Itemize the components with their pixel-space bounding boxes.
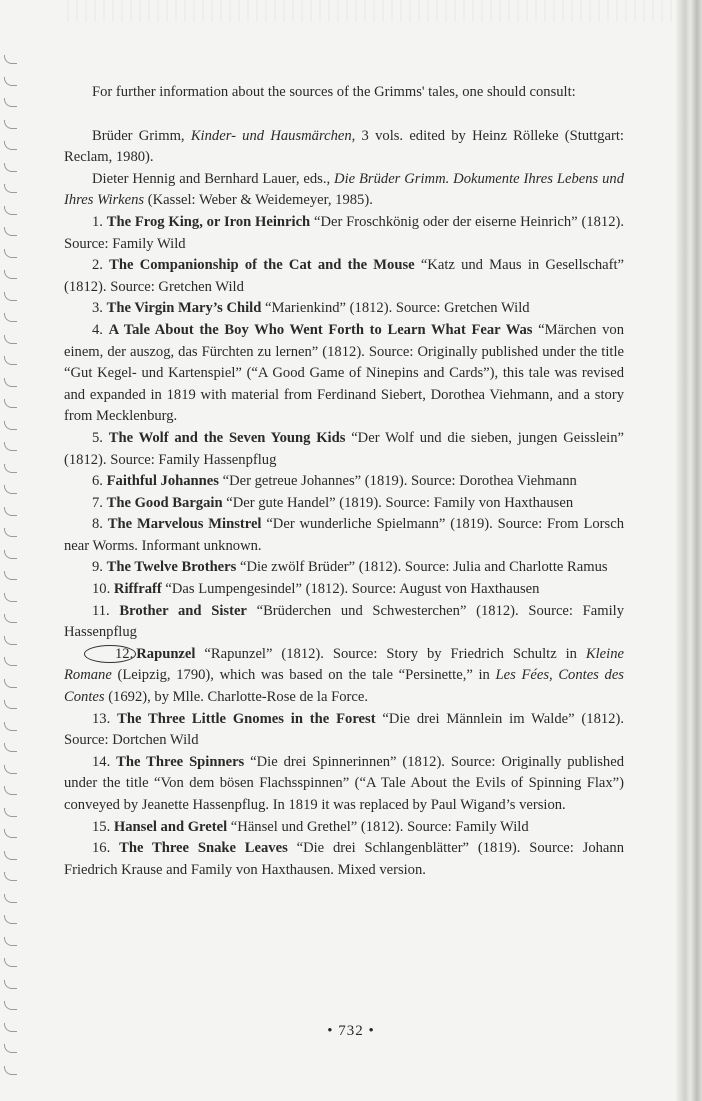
tale-entry bbox=[64, 428, 624, 471]
binding-mark bbox=[4, 270, 17, 279]
reference-details: 3 vols. edited by Heinz Rölleke (Stuttgart: Reclam, 1980). bbox=[64, 127, 624, 166]
tale-entry bbox=[64, 471, 624, 493]
scan-noise bbox=[60, 0, 680, 22]
spiral-binding bbox=[0, 55, 20, 1095]
binding-mark bbox=[4, 249, 17, 258]
tale-number: 7. bbox=[92, 494, 103, 511]
binding-mark bbox=[4, 507, 17, 516]
binding-mark bbox=[4, 1001, 17, 1010]
tale-source: “Marienkind” (1812). Source: Gretchen Wild bbox=[261, 300, 530, 317]
binding-mark bbox=[4, 442, 17, 451]
tale-entry bbox=[64, 838, 624, 881]
binding-mark bbox=[4, 571, 17, 580]
binding-mark bbox=[4, 1066, 17, 1075]
page-number: • 732 • bbox=[327, 1023, 375, 1039]
reference-title: Die Brüder Grimm. Dokumente Ihres Lebens und Ihres Wirkens bbox=[64, 170, 625, 209]
book-title: Kleine Romane bbox=[64, 645, 624, 684]
tale-number: 16. bbox=[92, 840, 111, 857]
tale-title: Rapunzel bbox=[136, 645, 196, 662]
tale-source: “Rapunzel” (1812). Source: Story by Friedrich Schultz in bbox=[195, 645, 586, 662]
tale-entry bbox=[64, 298, 624, 320]
tale-source: “Der Froschkönig oder der eiserne Heinrich” (1812). Source: Family Wild bbox=[64, 213, 625, 252]
binding-mark bbox=[4, 593, 17, 602]
binding-mark bbox=[4, 421, 17, 430]
page-edge-shadow bbox=[676, 0, 702, 1101]
binding-mark bbox=[4, 292, 17, 301]
binding-mark bbox=[4, 808, 17, 817]
tale-number: 6. bbox=[92, 473, 103, 490]
binding-mark bbox=[4, 765, 17, 774]
tale-number: 3. bbox=[92, 300, 103, 317]
tale-entry bbox=[64, 514, 624, 557]
binding-mark bbox=[4, 335, 17, 344]
binding-mark bbox=[4, 915, 17, 924]
circled-tale-number: 12. bbox=[84, 645, 136, 663]
tale-number: 11. bbox=[92, 602, 110, 619]
tale-number: 1. bbox=[92, 213, 103, 230]
tale-title: The Twelve Brothers bbox=[106, 559, 237, 576]
tale-source: “Die drei Spinnerinnen” (1812). Source: Originally published under the title “Von dem bösen Flachsspinnen” (“A Tale About the Evils of Spinning Flax”) conveyed by Jeanette Hassenpflug. In 1819 it was replaced by Paul Wigand’s version. bbox=[64, 753, 624, 813]
binding-mark bbox=[4, 378, 17, 387]
tale-title: The Good Bargain bbox=[106, 494, 223, 511]
tale-entry bbox=[64, 579, 624, 601]
tale-source: “Der getreue Johannes” (1819). Source: Dorothea Viehmann bbox=[218, 473, 577, 490]
tale-source: “Der wunderliche Spielmann” (1819). Source: From Lorsch near Worms. Informant unknown. bbox=[64, 516, 624, 554]
tale-source: “Die zwölf Brüder” (1812). Source: Julia and Charlotte Ramus bbox=[236, 559, 608, 576]
binding-mark bbox=[4, 356, 17, 365]
binding-mark bbox=[4, 120, 17, 129]
binding-mark bbox=[4, 98, 17, 107]
binding-mark bbox=[4, 614, 17, 623]
tale-title: Brother and Sister bbox=[119, 602, 247, 619]
tale-entry bbox=[64, 493, 624, 515]
tale-source: “Das Lumpengesindel” (1812). Source: August von Haxthausen bbox=[161, 581, 540, 598]
reference-details: (Kassel: Weber & Weidemeyer, 1985). bbox=[144, 192, 373, 209]
tale-source: (Leipzig, 1790), which was based on the tale “Persinette,” in bbox=[111, 667, 496, 684]
tale-title: The Marvelous Minstrel bbox=[107, 516, 262, 533]
binding-mark bbox=[4, 894, 17, 903]
tale-number: 14. bbox=[92, 753, 111, 770]
tale-entry bbox=[64, 601, 624, 644]
tale-number: 2. bbox=[92, 257, 103, 274]
binding-mark bbox=[4, 980, 17, 989]
tale-number: 5. bbox=[92, 429, 103, 446]
binding-mark bbox=[4, 1044, 17, 1053]
binding-mark bbox=[4, 937, 17, 946]
tale-entry bbox=[64, 320, 624, 428]
binding-mark bbox=[4, 206, 17, 215]
binding-mark bbox=[4, 485, 17, 494]
tale-source: (1692), by Mlle. Charlotte-Rose de la Force. bbox=[104, 689, 368, 706]
tale-title: Faithful Johannes bbox=[106, 473, 219, 490]
binding-mark bbox=[4, 464, 17, 473]
binding-mark bbox=[4, 657, 17, 666]
reference-2 bbox=[64, 169, 624, 212]
binding-mark bbox=[4, 550, 17, 559]
binding-mark bbox=[4, 227, 17, 236]
tale-title: A Tale About the Boy Who Went Forth to Learn What Fear Was bbox=[108, 321, 533, 338]
page-body bbox=[64, 82, 624, 881]
binding-mark bbox=[4, 528, 17, 537]
tale-source: “Der Wolf und die sieben, jungen Geisslein” (1812). Source: Family Hassenpflug bbox=[64, 429, 624, 468]
tale-source: “Katz und Maus in Gesellschaft” (1812). Source: Gretchen Wild bbox=[64, 257, 624, 295]
tale-entry bbox=[64, 752, 624, 817]
tale-entry-rapunzel bbox=[64, 644, 624, 709]
binding-mark bbox=[4, 958, 17, 967]
binding-mark bbox=[4, 829, 17, 838]
reference-author: Dieter Hennig and Bernhard Lauer, eds., bbox=[92, 170, 335, 187]
tale-title: Riffraff bbox=[113, 581, 162, 598]
binding-mark bbox=[4, 851, 17, 860]
tale-source: “Die drei Männlein im Walde” (1812). Source: Dortchen Wild bbox=[64, 710, 624, 749]
tale-entry bbox=[64, 255, 624, 298]
tale-entry bbox=[64, 212, 624, 255]
tale-source: “Hänsel und Grethel” (1812). Source: Family Wild bbox=[227, 818, 529, 835]
tale-entry bbox=[64, 557, 624, 579]
binding-mark bbox=[4, 399, 17, 408]
tale-source: “Der gute Handel” (1819). Source: Family von Haxthausen bbox=[222, 494, 574, 511]
tale-title: The Companionship of the Cat and the Mouse bbox=[109, 257, 415, 274]
tale-number: 4. bbox=[92, 321, 103, 338]
intro-paragraph: For further information about the sources of the Grimms' tales, one should consult: bbox=[92, 84, 576, 100]
binding-mark bbox=[4, 141, 17, 150]
binding-mark bbox=[4, 679, 17, 688]
tale-title: The Frog King, or Iron Heinrich bbox=[106, 213, 311, 230]
tale-title: The Wolf and the Seven Young Kids bbox=[108, 429, 346, 446]
reference-1 bbox=[64, 126, 624, 169]
tale-source: “Die drei Schlangenblätter” (1819). Source: Johann Friedrich Krause and Family von Haxthausen. Mixed version. bbox=[64, 840, 625, 878]
tale-title: Hansel and Gretel bbox=[113, 818, 228, 835]
tale-source: “Brüderchen und Schwesterchen” (1812). Source: Family Hassenpflug bbox=[64, 602, 624, 641]
tale-number: 9. bbox=[92, 559, 103, 576]
binding-mark bbox=[4, 184, 17, 193]
tale-source: “Märchen von einem, der auszog, das Fürchten zu lernen” (1812). Source: Originally published under the title “Gut Kegel- und Kartenspiel” (“A Good Game of Ninepins and Cards”), this tale was revised and expanded in 1819 with material from Ferdinand Siebert, Dorothea Viehmann, and a story from Mecklenburg. bbox=[64, 321, 625, 425]
tale-title: The Three Little Gnomes in the Forest bbox=[117, 710, 376, 727]
tale-number: 10. bbox=[92, 581, 111, 598]
binding-mark bbox=[4, 163, 17, 172]
binding-mark bbox=[4, 55, 17, 64]
tale-title: The Virgin Mary’s Child bbox=[106, 300, 262, 317]
tale-number: 8. bbox=[92, 516, 103, 533]
binding-mark bbox=[4, 786, 17, 795]
binding-mark bbox=[4, 636, 17, 645]
tale-entry bbox=[64, 817, 624, 839]
tale-number: 15. bbox=[92, 818, 111, 835]
tale-title: The Three Spinners bbox=[116, 753, 245, 770]
binding-mark bbox=[4, 77, 17, 86]
tale-entry bbox=[64, 709, 624, 752]
reference-title: Kinder- und Hausmärchen, bbox=[190, 127, 356, 144]
tale-number: 13. bbox=[92, 710, 111, 727]
binding-mark bbox=[4, 313, 17, 322]
tale-title: The Three Snake Leaves bbox=[119, 840, 288, 857]
binding-mark bbox=[4, 700, 17, 709]
binding-mark bbox=[4, 743, 17, 752]
reference-author: Brüder Grimm, bbox=[92, 127, 191, 144]
binding-mark bbox=[4, 722, 17, 731]
binding-mark bbox=[4, 872, 17, 881]
book-title: Les Fées, Contes des Contes bbox=[64, 667, 624, 706]
